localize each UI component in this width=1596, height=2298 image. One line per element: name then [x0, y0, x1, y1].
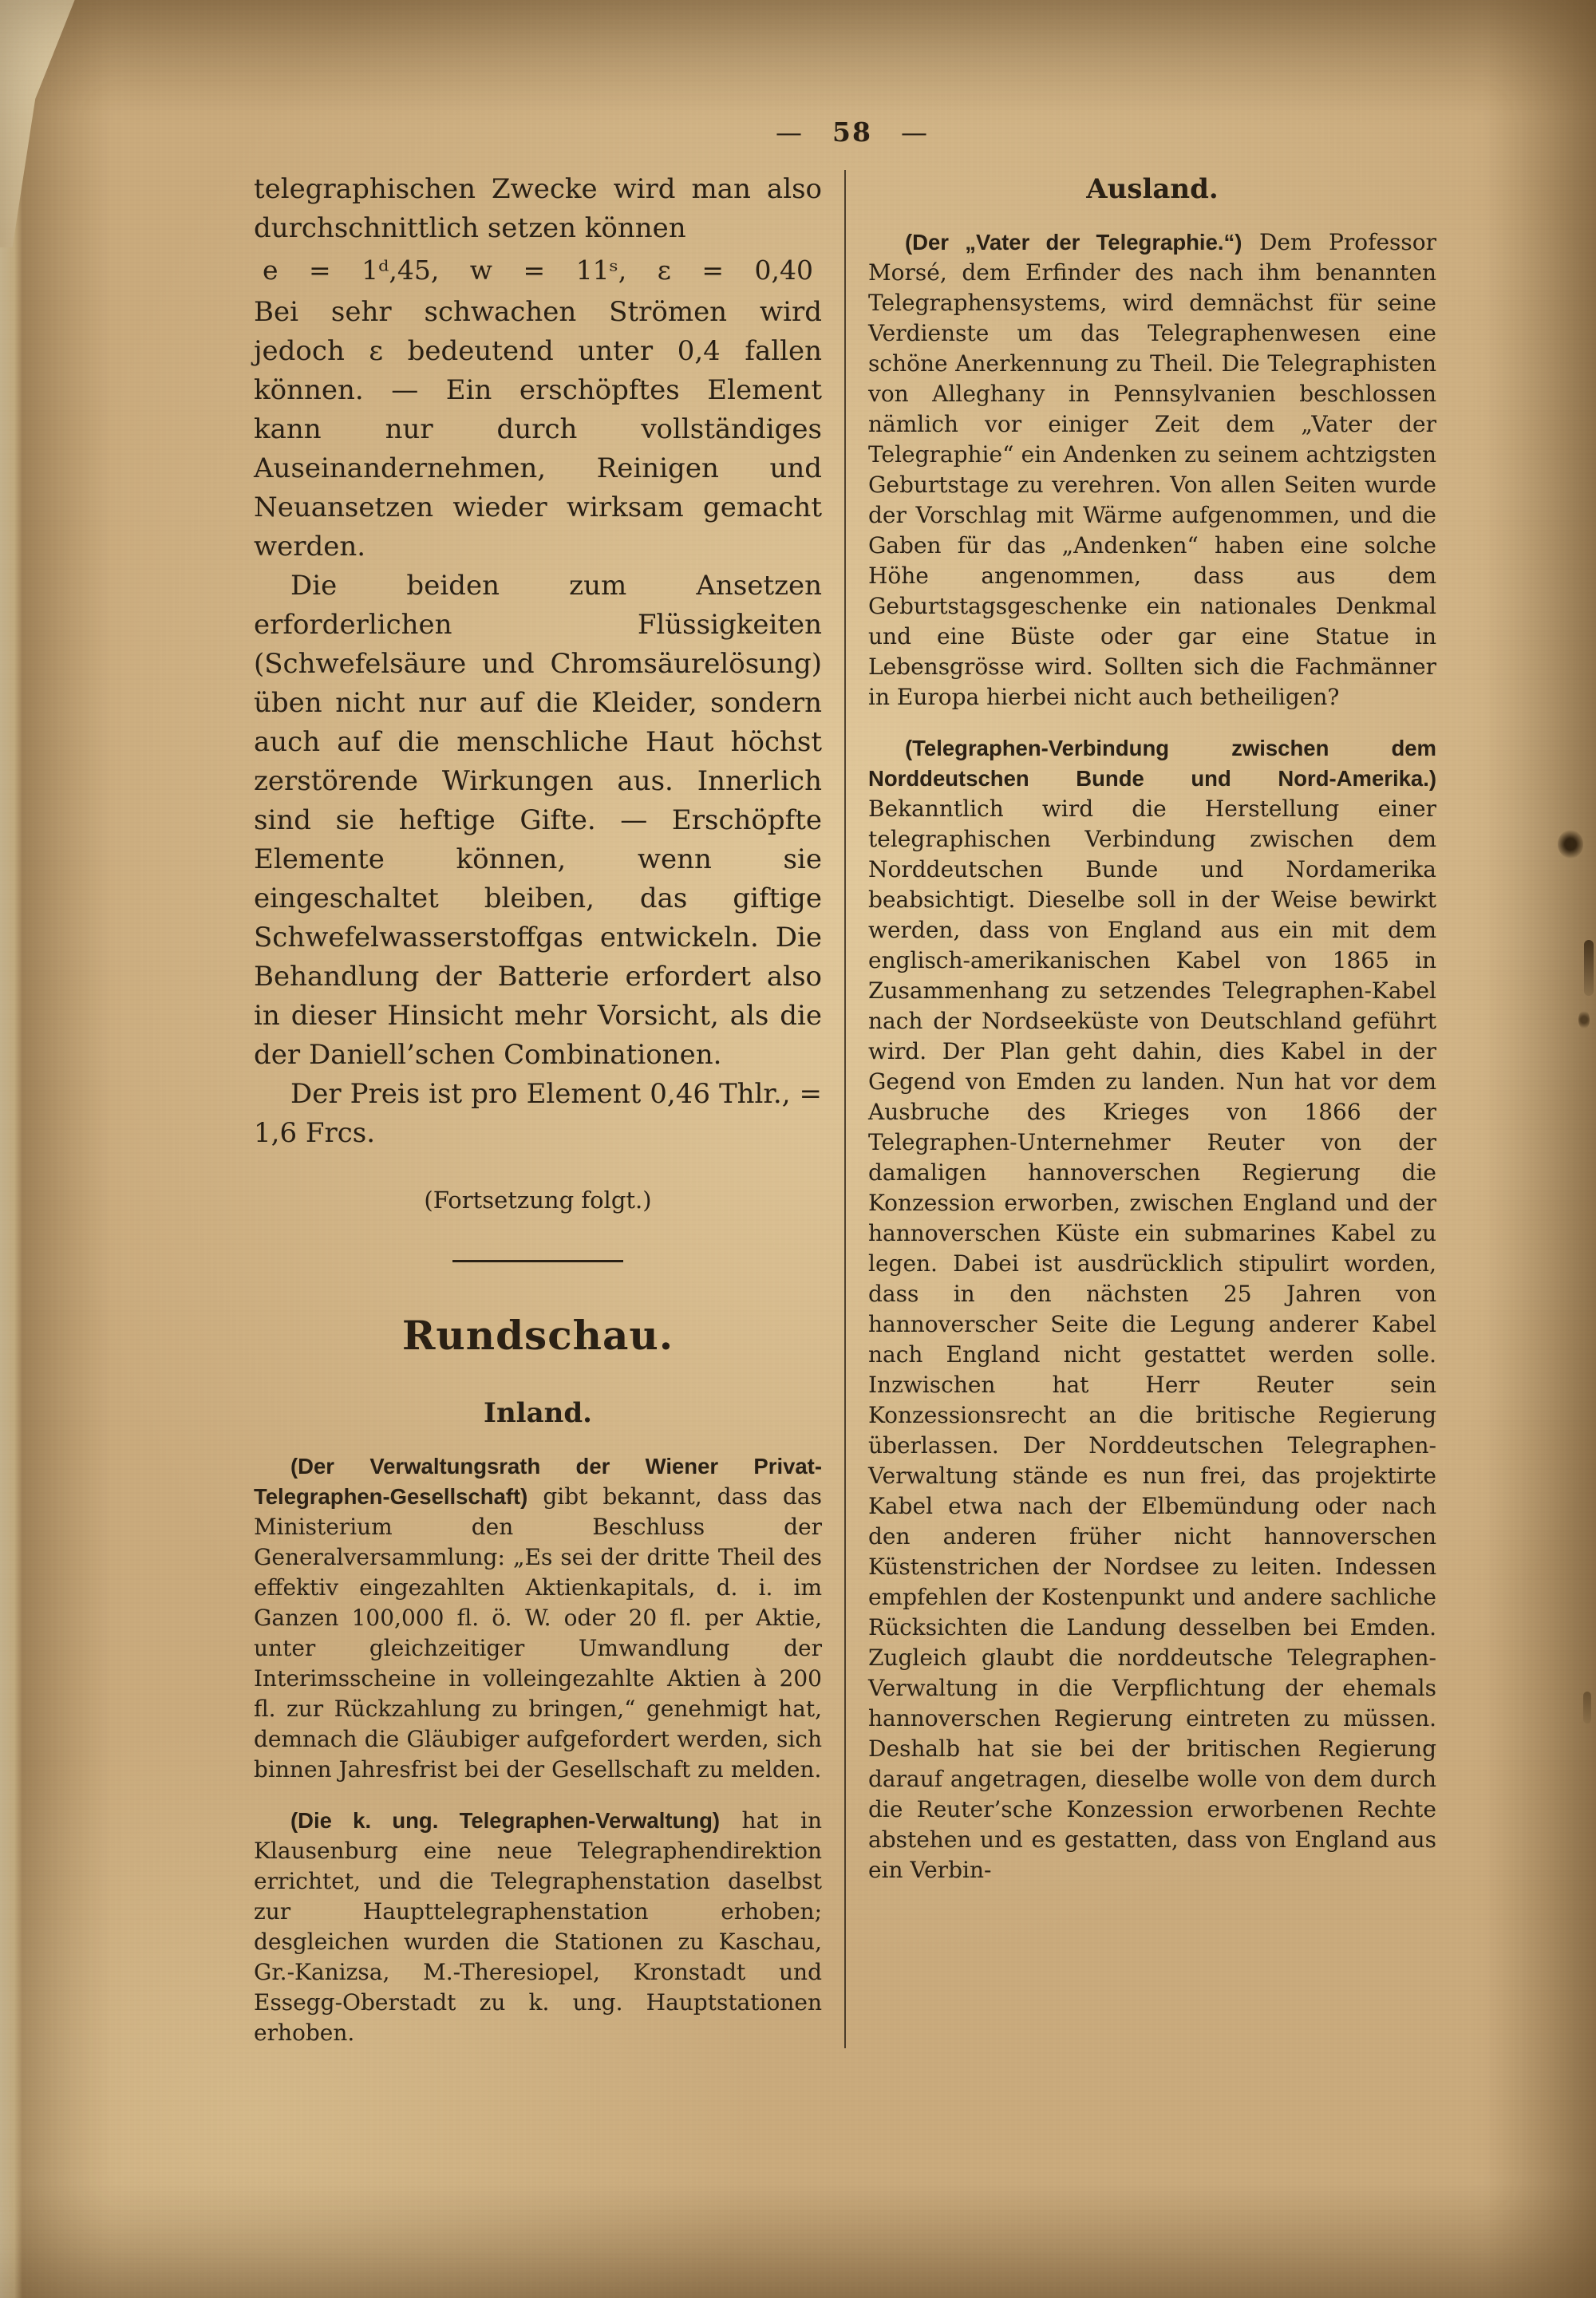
- paragraph: telegraphischen Zwecke wird man also durchschnittlich setzen können: [254, 173, 822, 244]
- stain: [1583, 1692, 1591, 1724]
- article-text: Dem Professor Morsé, dem Erfinder des nach ihm benannten Telegraphensystems, wird demnächst für seine Verdienste um das Telegraphenwesen eine schöne Anerkennung zu Theil. Die Telegraphisten von Alleghany in Pennsylvanien beschlossen nämlich vor einiger Zeit dem „Vater der Telegraphie“ ein Andenken zu seinem achtzigsten Geburtstage zu verehren. Von allen Seiten wurde der Vorschlag mit Wärme aufgenommen, und die Gaben für das „Andenken“ haben eine solche Höhe angenommen, dass aus dem Geburtstagsgeschenke ein nationales Denkmal und eine Büste oder gar eine Statue in Lebensgrösse wird. Sollten sich die Fachmänner in Europa hierbei nicht auch betheiligen?: [868, 229, 1437, 710]
- paragraph: Die beiden zum Ansetzen erforderlichen Flüssigkeiten (Schwefelsäure und Chromsäurelösung) üben nicht nur auf die Kleider, sondern auch auf die menschliche Haut höchst zerstörende Wirkungen aus. Innerlich sind sie heftige Gifte. — Erschöpfte Elemente können, wenn sie eingeschaltet bleiben, das giftige Schwefelwasserstoffgas entwickeln. Die Behandlung der Batterie erfordert also in dieser Hinsicht mehr Vorsicht, als die der Daniell’schen Combinationen.: [254, 570, 822, 1071]
- article-text: gibt bekannt, dass das Ministerium den Beschluss der Generalversammlung: „Es sei der dritte Theil des effektiv eingezahlten Aktienkapitals, d. i. im Ganzen 100,000 fl. ö. W. oder 20 fl. per Aktie, unter gleichzeitiger Umwandlung der Interimsscheine in volleingezahlte Aktien à 200 fl. zur Rückzahlung zu bringen,“ genehmigt hat, demnach die Gläubiger aufgefordert werden, sich binnen Jahresfrist bei der Gesellschaft zu melden.: [254, 1483, 822, 1783]
- article: [868, 227, 1436, 713]
- section-divider: [452, 1260, 623, 1262]
- article-text: Bekanntlich wird die Herstellung einer telegraphischen Verbindung zwischen dem Norddeutschen Bunde und Nordamerika beabsichtigt. Dieselbe soll in der Weise bewirkt werden, dass von England aus ein mit dem englisch-amerikanischen Kabel von 1865 in Zusammenhang zu setzendes Telegraphen-Kabel nach der Nordseeküste von Deutschland geführt wird. Der Plan geht dahin, dies Kabel in der Gegend von Emden zu landen. Nun hat vor dem Ausbruche des Krieges von 1866 der Telegraphen-Unternehmer Reuter von der damaligen hannoverschen Regierung die Konzession erworben, zwischen England und der hannoverschen Küste ein submarines Kabel zu legen. Dabei ist ausdrücklich stipulirt worden, dass in den nächsten 25 Jahren von hannoverscher Seite die Legung anderer Kabel nach England nicht gestattet werden solle. Inzwischen hat Herr Reuter sein Konzessionsrecht an die britische Regierung überlassen. Der Norddeutschen Telegraphen-Verwaltung stände es nun frei, das projektirte Kabel etwa nach der Elbemündung oder nach den anderen früher nicht hannoverschen Küstenstrichen der Nordsee zu leiten. Indessen empfehlen der Kostenpunkt und andere sachliche Rücksichten die Landung desselben bei Emden. Zugleich glaubt die norddeutsche Telegraphen-Verwaltung in die Verpflichtung der ehemals hannoverschen Regierung eintreten zu müssen. Deshalb hat sie bei der britischen Regierung darauf angetragen, dieselbe wolle von dem durch die Reuter’sche Konzession erworbenen Rechte abstehen und es gestatten, dass von England aus ein Verbin-: [868, 796, 1436, 1883]
- left-column: [254, 170, 822, 2048]
- two-column-layout: [254, 170, 1451, 2048]
- paper-edge: [0, 0, 22, 2298]
- page-number: [254, 116, 1451, 148]
- column-divider: [844, 170, 846, 2048]
- stain: [1558, 830, 1583, 859]
- article: [254, 1451, 822, 1785]
- page-number-value: 58: [832, 116, 872, 148]
- article-lead: (Der Verwaltungsrath der Wiener Privat-Telegraphen-Gesellschaft): [254, 1454, 822, 1509]
- article: [868, 733, 1436, 1885]
- page-number-dash: —: [900, 116, 929, 148]
- page-number-dash: —: [776, 116, 804, 148]
- rundschau-title: Rundschau.: [401, 1312, 674, 1359]
- article-lead: (Die k. ung. Telegraphen-Verwaltung): [290, 1808, 721, 1833]
- paragraph: Der Preis ist pro Element 0,46 Thlr., = 1,6 Frcs.: [254, 1078, 822, 1149]
- continuation-note: (Fortsetzung folgt.): [424, 1187, 652, 1214]
- torn-corner: [0, 0, 104, 247]
- article-lead: (Telegraphen-Verbindung zwischen dem Norddeutschen Bunde und Nord-Amerika.): [868, 736, 1436, 791]
- page-content: [254, 116, 1451, 2048]
- paragraph: Bei sehr schwachen Strömen wird jedoch ε bedeutend unter 0,4 fallen können. — Ein erschöpftes Element kann nur durch vollständiges Auseinandernehmen, Reinigen und Neuansetzen wieder wirksam gemacht werden.: [254, 296, 822, 563]
- formula-line: e = 1ᵈ,45, w = 11ˢ, ε = 0,40: [263, 255, 813, 286]
- stain: [1578, 1010, 1590, 1029]
- article-text: hat in Klausenburg eine neue Telegraphendirektion errichtet, und die Telegraphenstation daselbst zur Haupttelegraphenstation erhoben; desgleichen wurden die Stationen zu Kaschau, Gr.-Kanizsa, M.-Theresiopel, Kronstadt und Essegg-Oberstadt zu k. ung. Hauptstationen erhoben.: [254, 1807, 822, 2046]
- inland-heading: Inland.: [484, 1397, 592, 1429]
- article: [254, 1806, 822, 2048]
- stain: [1584, 940, 1594, 996]
- right-column: [868, 170, 1436, 1885]
- article-lead: (Der „Vater der Telegraphie.“): [905, 230, 1242, 255]
- ausland-heading: Ausland.: [1086, 173, 1219, 205]
